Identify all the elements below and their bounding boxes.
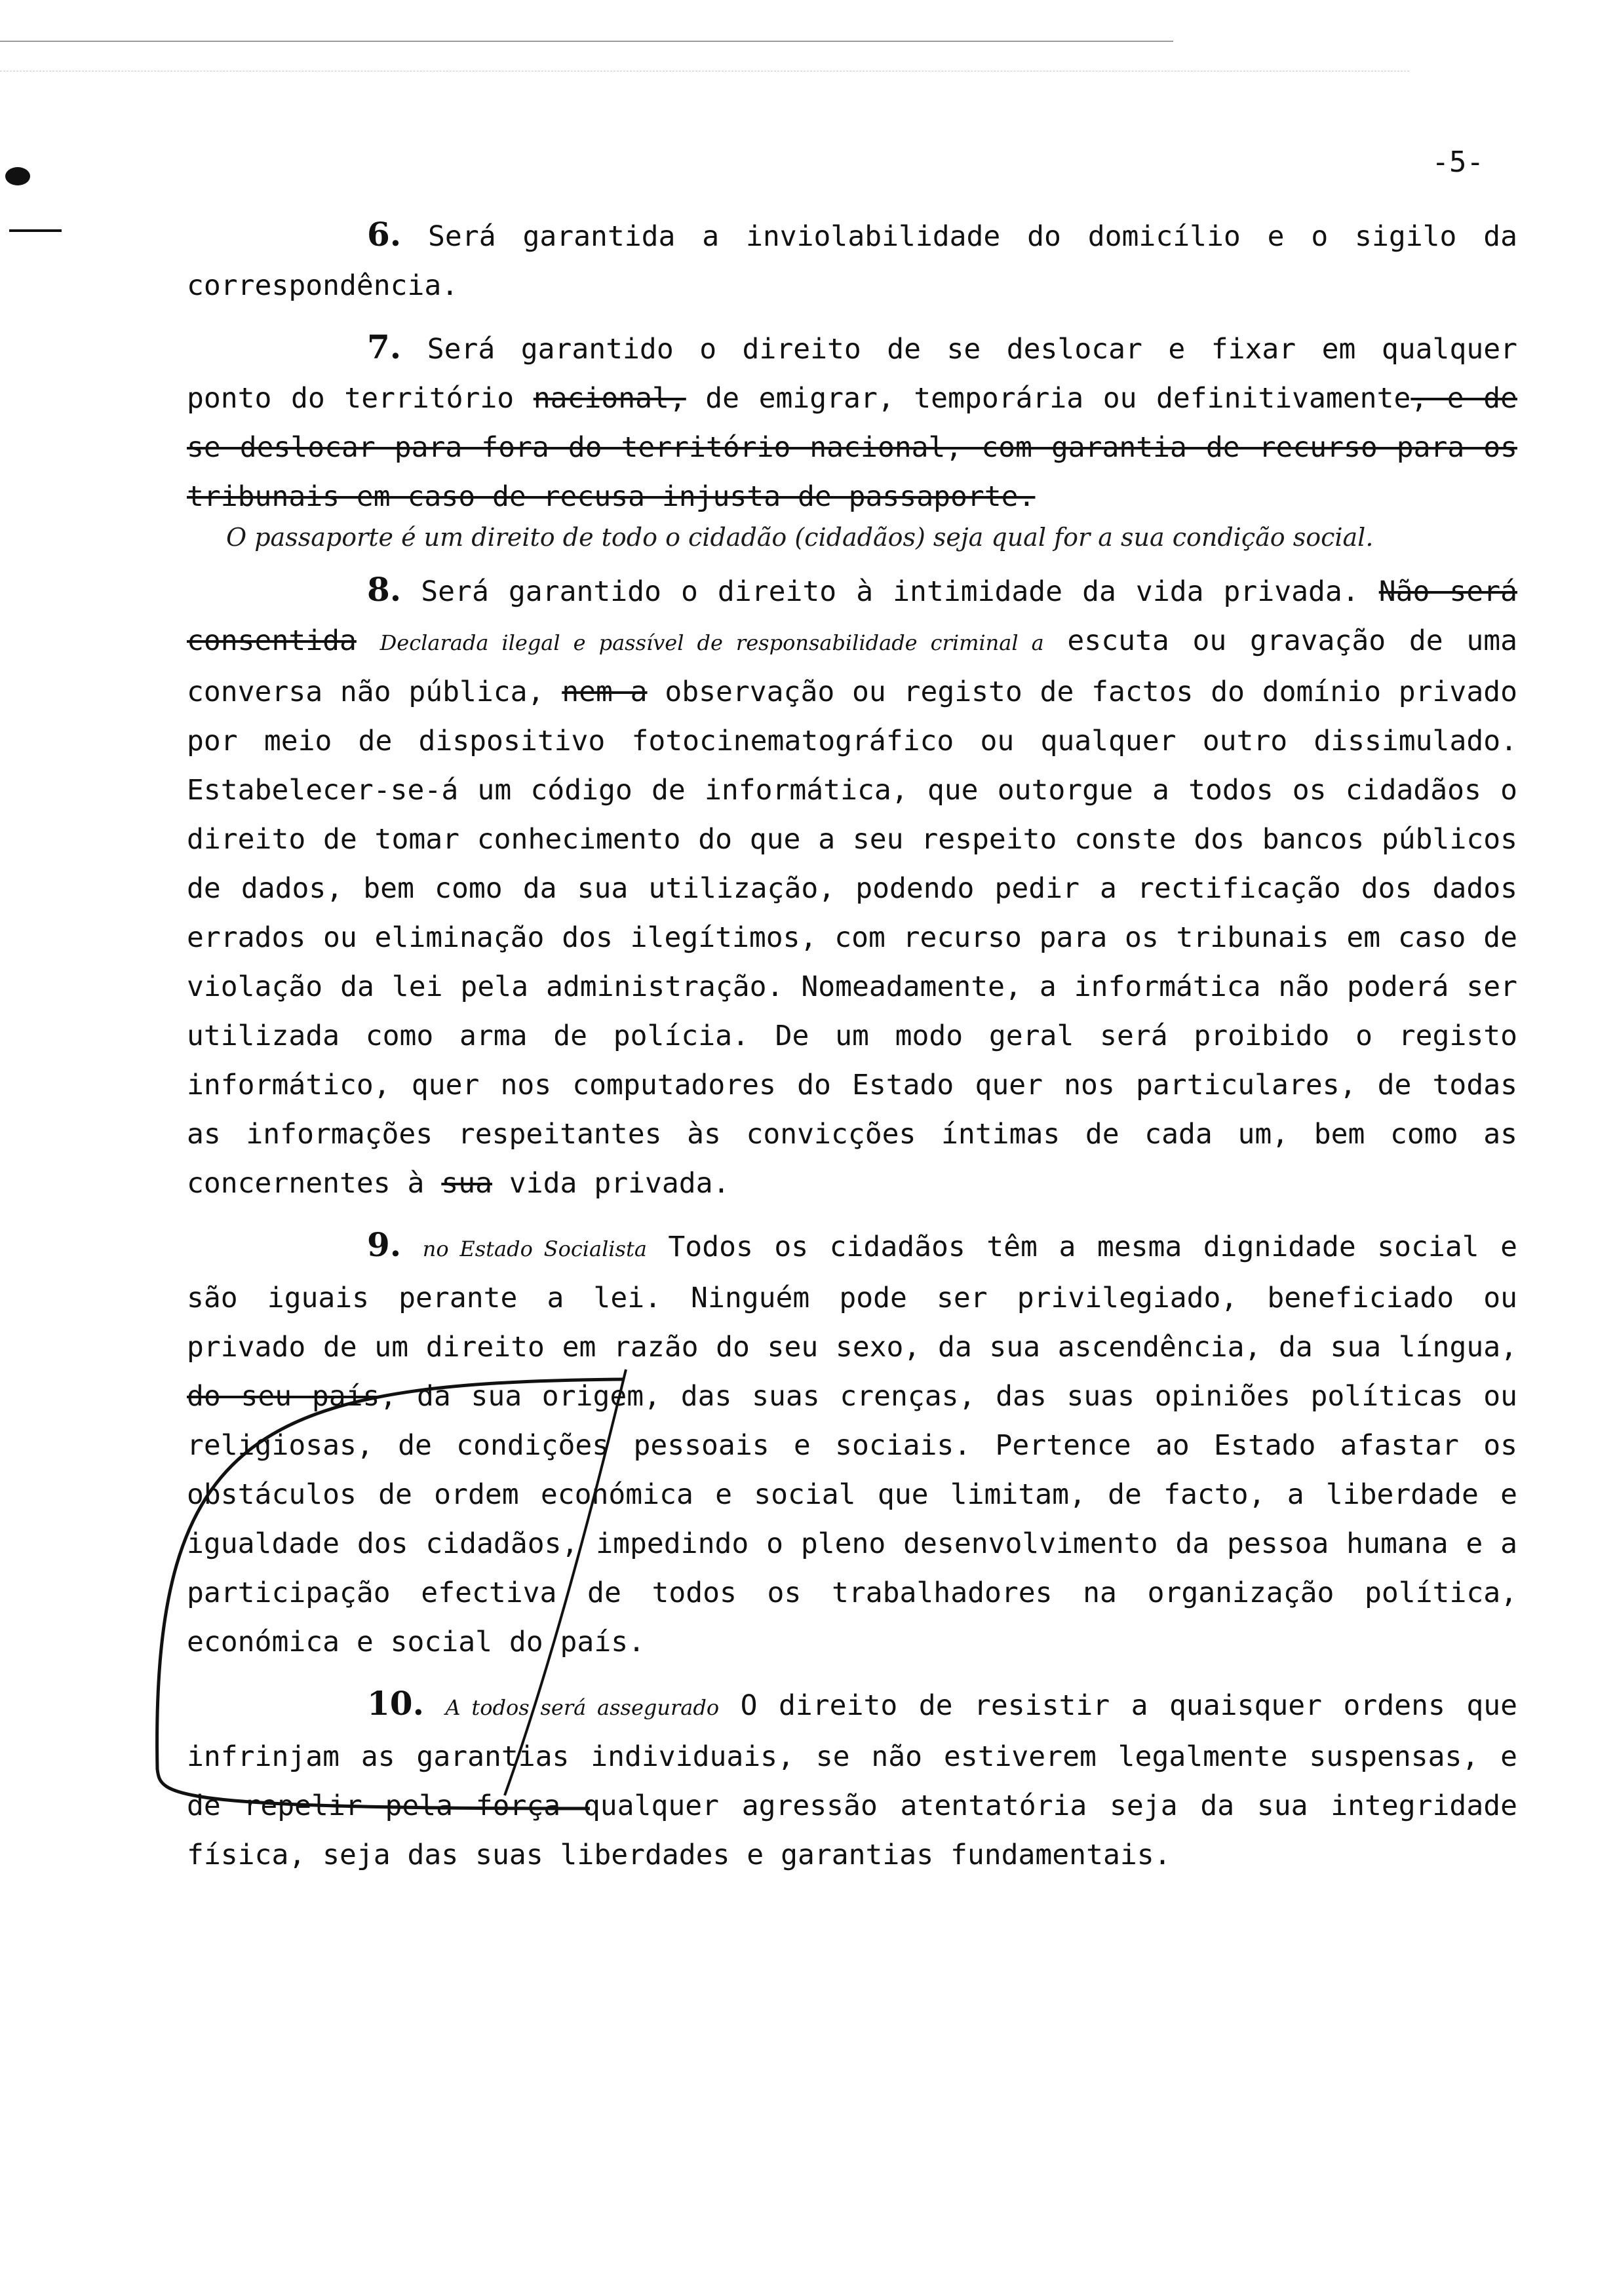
handwritten-note: O passaporte é um direito de todo o cidadão (cidadãos) seja qual for a sua condição social.	[226, 523, 1374, 552]
struck-text: Não será consentida	[187, 575, 1518, 657]
struck-text: , e de se deslocar para fora do território nacional, com garantia de recurso para os tribunais em caso de recusa injusta de passaporte.	[187, 382, 1517, 513]
paragraph-number: 6.	[367, 215, 402, 254]
paragraph-number: 10.	[367, 1684, 424, 1723]
paragraph-text: Será garantido o direito à intimidade da vida privada.	[421, 575, 1379, 608]
paragraph-7	[187, 322, 1517, 553]
paragraph-text: Será garantida a inviolabilidade do domicílio e o sigilo da correspondência.	[187, 220, 1517, 302]
struck-text: nem a	[562, 676, 648, 708]
handwritten-insert: Declarada ilegal e passível de responsabilidade criminal a	[379, 630, 1044, 655]
document-body	[187, 210, 1517, 1880]
paragraph-number: 9.	[367, 1225, 402, 1264]
paragraph-text: observação ou registo de factos do domínio privado por meio de dispositivo fotocinematográfico ou qualquer outro dissimulado. Estabelecer-se-á um código de informática, que outorgue a todos os cidadãos o direito de tomar conhecimento do que a seu respeito conste dos bancos públicos de dados, bem como da sua utilização, podendo pedir a rectificação dos dados errados ou eliminação dos ilegítimos, com recurso para os tribunais em caso de violação da lei pela administração. Nomeadamente, a informática não poderá ser utilizada como arma de polícia. De um modo geral será proibido o registo informático, quer nos computadores do Estado quer nos particulares, de todas as informações respeitantes às convicções íntimas de cada um, bem como as concernentes à	[187, 676, 1517, 1200]
handwritten-insert: A todos será assegurado	[445, 1695, 720, 1720]
struck-text: do seu país	[187, 1380, 380, 1413]
page-number: -5-	[1431, 145, 1484, 179]
paragraph-text: escuta ou gravação de uma conversa não pública,	[187, 624, 1518, 708]
paragraph-text: Todos os cidadãos têm a mesma dignidade social e são iguais perante a lei. Ninguém pode ser privilegiado, beneficiado ou privado de um direito em razão do seu sexo, da sua ascendência, da sua língua,	[187, 1231, 1518, 1364]
struck-text: sua	[441, 1167, 492, 1200]
struck-text: nacional,	[533, 382, 686, 415]
paragraph-text: Será garantido o direito de se deslocar e fixar em qualquer ponto do território	[187, 333, 1517, 415]
paragraph-9	[187, 1220, 1517, 1667]
paragraph-text: O direito de resistir a quaisquer ordens que infrinjam as garantias individuais, se não estiverem legalmente suspensas, e de repelir pela força qualquer agressão atentatória seja da sua integridade física, seja das suas liberdades e garantias fundamentais.	[187, 1689, 1518, 1871]
paragraph-text: , da sua origem, das suas crenças, das suas opiniões políticas ou religiosas, de condições pessoais e sociais. Pertence ao Estado afastar os obstáculos de ordem económica e social que limitam, de facto, a liberdade e igualdade dos cidadãos, impedindo o pleno desenvolvimento da pessoa humana e a participação efectiva de todos os trabalhadores na organização política, económica e social do país.	[187, 1380, 1517, 1658]
paragraph-6	[187, 210, 1517, 311]
paragraph-number: 7.	[367, 328, 402, 366]
handwritten-insert: no Estado Socialista	[422, 1236, 647, 1261]
paragraph-8	[187, 565, 1517, 1208]
paragraph-text: vida privada.	[492, 1167, 730, 1200]
paragraph-text: de emigrar, temporária ou definitivamente	[686, 382, 1411, 415]
paragraph-number: 8.	[367, 570, 402, 609]
paragraph-10	[187, 1679, 1517, 1880]
